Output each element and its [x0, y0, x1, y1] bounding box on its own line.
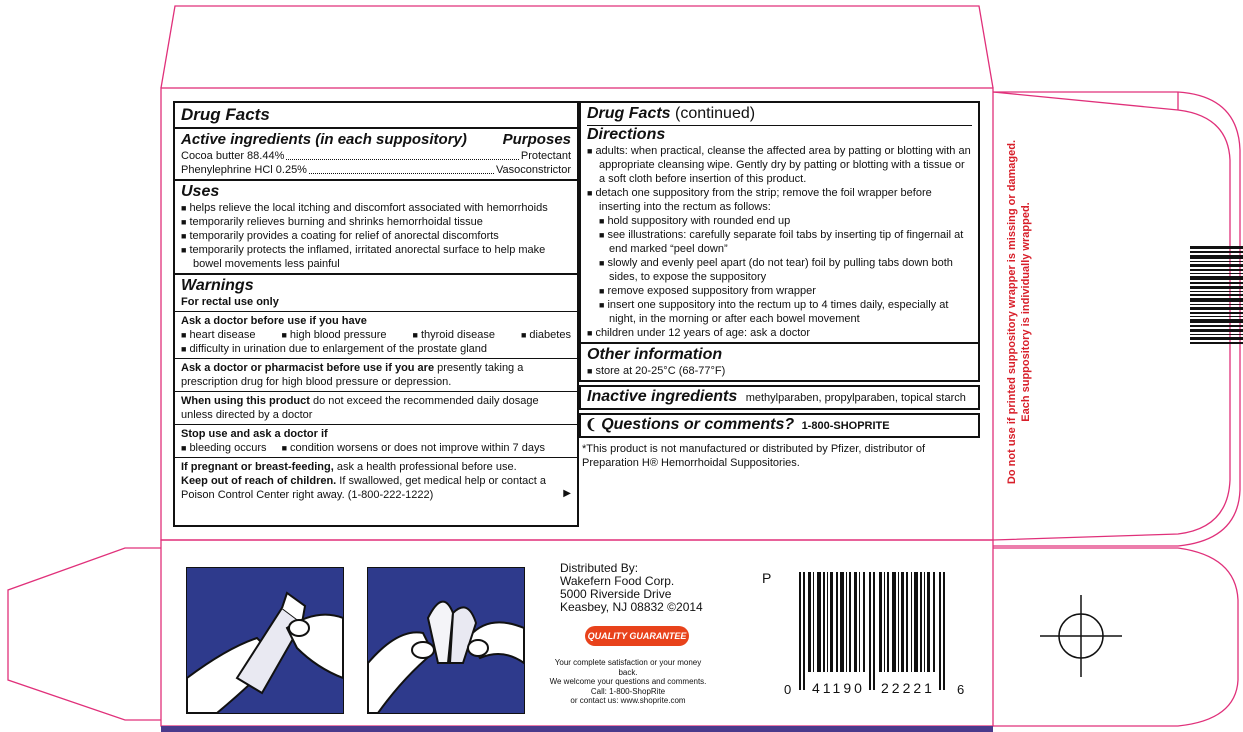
- barcode-digits-2: 22221: [881, 680, 935, 696]
- warnings-heading: Warnings: [181, 277, 254, 294]
- drug-facts-title: Drug Facts: [181, 105, 270, 124]
- questions-section: [579, 413, 980, 438]
- uses-heading: Uses: [181, 183, 220, 200]
- continue-arrow-icon: ▶: [563, 488, 571, 499]
- distributor-info: Distributed By: Wakefern Food Corp. 5000 Riverside Drive Keasbey, NJ 08832 ©2014: [560, 561, 703, 614]
- inactive-ingredients-section: [579, 385, 980, 410]
- guarantee-text: Your complete satisfaction or your money back. We welcome your questions and comments. Call: 1-800-ShopRite or contact us: www.shoprite.com: [549, 658, 707, 705]
- rectal-use: For rectal use only: [181, 296, 279, 308]
- wrapper-warning: Do not use if printed suppository wrapper is missing or damaged. Each suppository is individually wrapped.: [1006, 139, 1032, 485]
- ingredient-row: Cocoa butter 88.44% Protectant: [181, 150, 571, 162]
- warnings-section: [175, 273, 577, 311]
- list-item: ■ difficulty in urination due to enlargement of the prostate gland: [181, 342, 571, 356]
- questions-heading: Questions or comments?: [601, 416, 795, 433]
- purposes-heading: Purposes: [502, 131, 571, 148]
- pregnancy-warning: If pregnant or breast-feeding, ask a health professional before use. Keep out of reach of children. If swallowed, get medical help or contact a Poison Control Center right away. (1-800-222-1222) ▶: [175, 457, 577, 504]
- list-item: ■ remove exposed suppository from wrapper: [587, 284, 972, 298]
- pharmacist-warning: Ask a doctor or pharmacist before use if you are presently taking a prescription drug for high blood pressure or depression.: [175, 358, 577, 391]
- illustration-hold-suppository: [186, 567, 344, 714]
- list-item: ■ helps relieve the local itching and discomfort associated with hemorrhoids: [181, 201, 571, 215]
- list-item: ■ slowly and evenly peel apart (do not tear) foil by pulling tabs down both sides, to expose the suppository: [587, 256, 972, 284]
- list-item: ■ temporarily provides a coating for relief of anorectal discomforts: [181, 229, 571, 243]
- barcode-digit-right: 6: [957, 682, 965, 697]
- barcode-letter: P: [762, 570, 772, 586]
- upc-barcode: [797, 572, 949, 690]
- list-item: ■ store at 20-25°C (68-77°F): [587, 364, 972, 378]
- barcode-digit-left: 0: [784, 682, 792, 697]
- other-information-heading: Other information: [587, 346, 723, 363]
- illustration-peel-foil: [367, 567, 525, 714]
- list-item: ■ see illustrations: carefully separate foil tabs by inserting tip of fingernail at end marked “peel down”: [587, 228, 972, 256]
- drug-facts-right-column: Drug Facts (continued) Directions ■ adults: when practical, cleanse the affected area by patting or blotting with an appropriate cleansing wipe. Gently dry by patting or blotting with a tissue or a soft cloth before insertion of this product. ■ detach one suppository from the strip; remove the foil wrapper before inserting into the rectum as follows: ■ hold suppository with rounded end up ■ see illustrations: carefully separate foil tabs by inserting tip of fingernail at end marked “peel down” ■ slowly and evenly peel apart (do not tear) foil by pulling tabs down both sides, to expose the suppository ■ remove exposed suppository from wrapper ■ insert one suppository into the rectum up to 4 times daily, especially at night, in the morning or after each bowel movement ■ children under 12 years of age: ask a doctor Other information ■ store at 20-25°C (68-77°F) Inactive ingredients methylparaben, propylparaben, topical starch ❨ Questions or comments? 1-800-SHOPRITE *This product is not manufactured or distributed by Pfizer, distributor of Preparation H® Hemorrhoidal Suppositories.: [579, 101, 980, 470]
- drug-facts-left-panel: [173, 101, 579, 527]
- list-item: ■ high blood pressure: [281, 328, 386, 342]
- ingredient-row: Phenylephrine HCl 0.25% Vasoconstrictor: [181, 164, 571, 176]
- list-item: ■ bleeding occurs: [181, 442, 267, 454]
- list-item: ■ insert one suppository into the rectum up to 4 times daily, especially at night, in the morning or after each bowel movement: [587, 298, 972, 326]
- active-ingredients-heading: Active ingredients (in each suppository): [181, 131, 467, 148]
- edge-barcode: [1190, 246, 1243, 346]
- phone-icon: ❨: [585, 416, 597, 432]
- drug-facts-title-right: Drug Facts: [587, 105, 671, 122]
- list-item: ■ children under 12 years of age: ask a doctor: [587, 326, 972, 340]
- inactive-ingredients-heading: Inactive ingredients: [587, 388, 738, 405]
- phone-number: 1-800-SHOPRITE: [801, 420, 890, 432]
- list-item: ■ temporarily relieves burning and shrinks hemorrhoidal tissue: [181, 215, 571, 229]
- quality-guarantee-badge: QUALITY GUARANTEE: [585, 626, 689, 646]
- barcode-digits-1: 41190: [812, 680, 865, 696]
- stop-use-heading: Stop use and ask a doctor if: [181, 428, 328, 440]
- list-item: ■ temporarily protects the inflamed, irritated anorectal surface to help make bowel movements less painful: [181, 243, 571, 271]
- list-item: ■ thyroid disease: [413, 328, 495, 342]
- when-using-warning: When using this product do not exceed the recommended daily dosage unless directed by a doctor: [175, 391, 577, 424]
- disclaimer-text: *This product is not manufactured or distributed by Pfizer, distributor of Preparation H® Hemorrhoidal Suppositories.: [582, 443, 925, 469]
- registration-mark-icon: [1040, 595, 1122, 677]
- list-item: ■ diabetes: [521, 328, 571, 342]
- list-item: ■ condition worsens or does not improve within 7 days: [282, 442, 545, 454]
- directions-heading: Directions: [587, 126, 666, 143]
- ask-doctor-heading: Ask a doctor before use if you have: [181, 315, 367, 327]
- list-item: ■ hold suppository with rounded end up: [587, 214, 972, 228]
- list-item: ■ adults: when practical, cleanse the affected area by patting or blotting with an appropriate cleansing wipe. Gently dry by patting or blotting with a tissue or a soft cloth before insertion of this product.: [587, 144, 972, 186]
- list-item: ■ heart disease: [181, 328, 255, 342]
- other-information-section: [579, 344, 980, 382]
- inactive-ingredients-text: methylparaben, propylparaben, topical starch: [745, 392, 966, 404]
- list-item: ■ detach one suppository from the strip; remove the foil wrapper before inserting into the rectum as follows:: [587, 186, 972, 214]
- uses-section: [175, 179, 577, 273]
